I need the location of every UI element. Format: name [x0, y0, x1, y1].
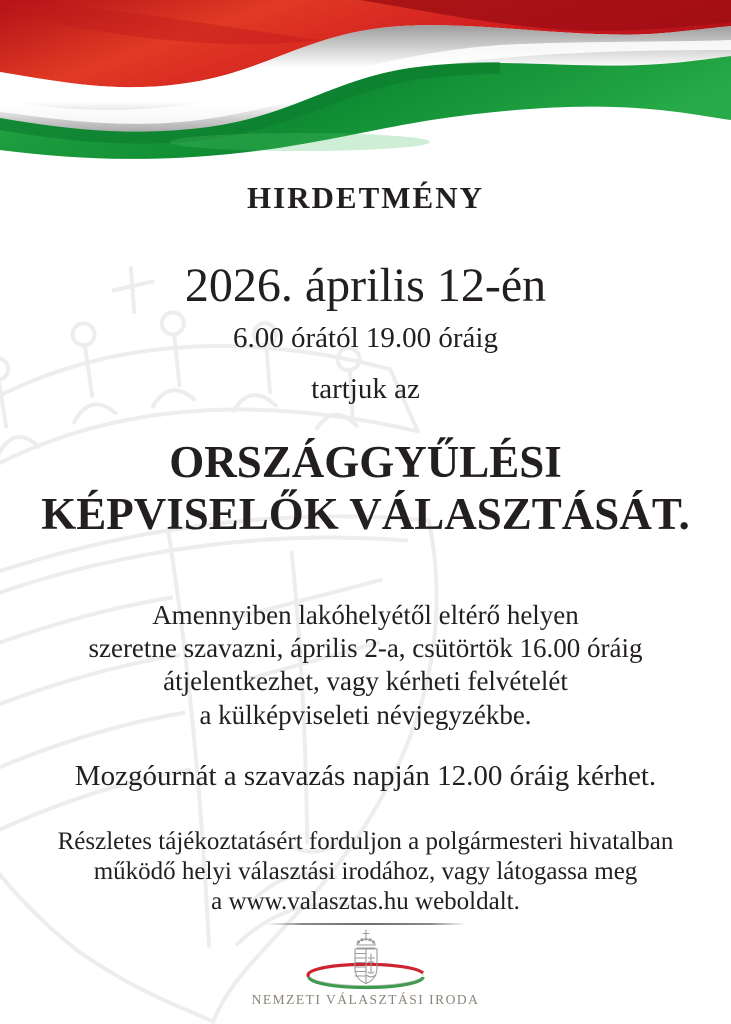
- transfer-info-line4: a külképviseleti névjegyzékbe.: [199, 699, 532, 730]
- election-heading-line1: ORSZÁGGYŰLÉSI: [169, 437, 562, 487]
- voting-hours: 6.00 órától 19.00 óráig: [233, 322, 498, 354]
- election-heading-line2: KÉPVISELŐK VÁLASZTÁSÁT.: [41, 489, 690, 540]
- transfer-info-line3: átjelentkezhet, vagy kérheti felvételét: [163, 666, 568, 697]
- detailed-info-line1: Részletes tájékoztatásért forduljon a polgármesteri hivatalban: [57, 828, 674, 855]
- footer-divider: [266, 923, 466, 925]
- detailed-info-paragraph: [0, 827, 731, 917]
- lead-in-text: tartjuk az: [311, 373, 420, 405]
- hungarian-flag-ribbon: [0, 0, 731, 170]
- detailed-info-line2: működő helyi választási irodához, vagy látogassa meg: [93, 858, 638, 885]
- mobile-ballot-line: Mozgóurnát a szavazás napján 12.00 óráig kérhet.: [74, 760, 657, 792]
- poster-title: HIRDETMÉNY: [246, 180, 484, 215]
- transfer-info-line2: szeretne szavazni, április 2-a, csütörtök 16.00 óráig: [88, 633, 643, 664]
- nvi-org-name: NEMZETI VÁLASZTÁSI IRODA: [251, 992, 480, 1007]
- flag-green-sheen: [170, 133, 430, 151]
- transfer-info-line1: Amennyiben lakóhelyétől eltérő helyen: [152, 600, 579, 630]
- detailed-info-line3: a www.valasztas.hu weboldalt.: [211, 888, 520, 915]
- nvi-logo: [281, 928, 451, 992]
- election-heading: [0, 436, 731, 540]
- election-date: 2026. április 12-én: [184, 259, 547, 312]
- transfer-info-paragraph: [0, 599, 731, 732]
- nvi-coat-of-arms: [355, 930, 377, 984]
